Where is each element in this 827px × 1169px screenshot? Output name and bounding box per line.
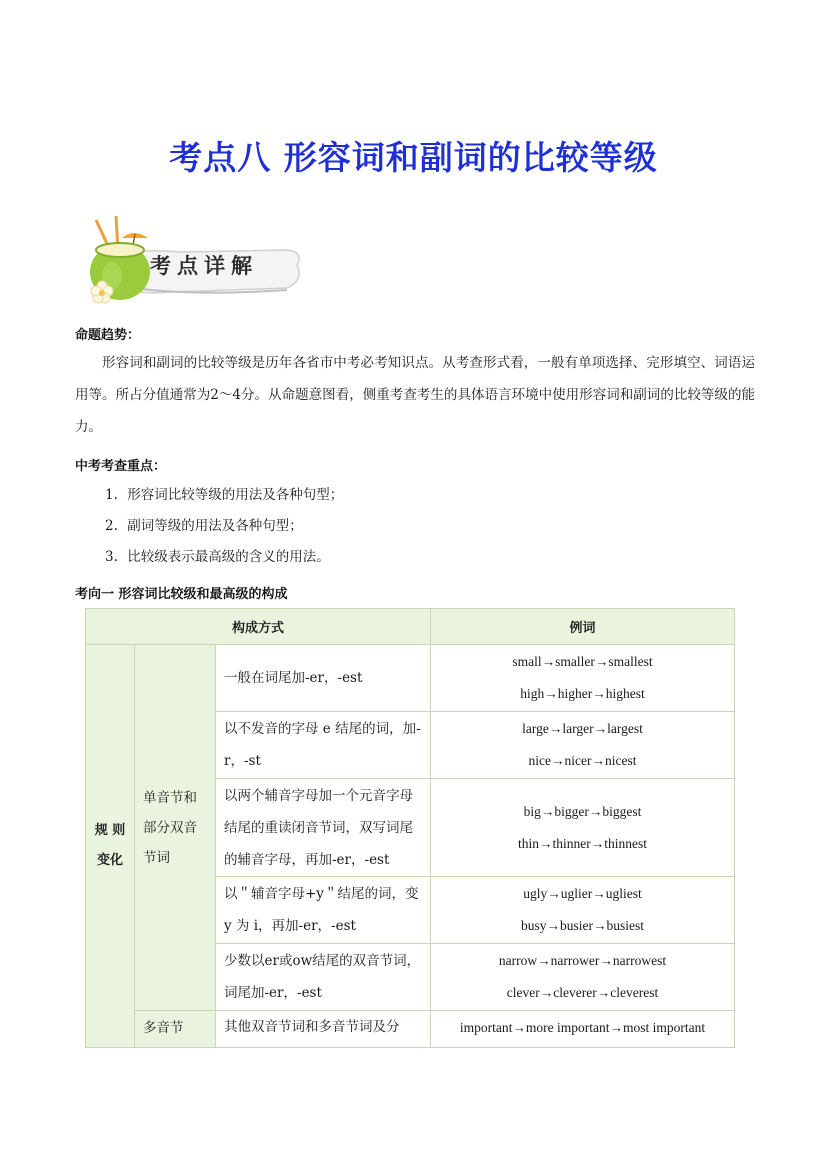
example-cell: large→larger→largest nice→nicer→nicest	[431, 712, 735, 779]
list-item: 3. 比较级表示最高级的含义的用法。	[105, 549, 330, 565]
section-heading: 考向一 形容词比较级和最高级的构成	[75, 587, 288, 602]
example-cell: small→smaller→smallest high→higher→highest	[431, 645, 735, 712]
table-header-row	[86, 609, 735, 645]
example-cell: big→bigger→biggest thin→thinner→thinnest	[431, 779, 735, 877]
banner-label: 考点详解	[150, 254, 258, 278]
rule-cell: 以＂辅音字母+y＂结尾的词，变 y 为 i，再加-er，-est	[216, 877, 431, 944]
sub-monosyllable: 单音节和部分双音节词	[135, 645, 216, 1011]
rule-cell: 以不发音的字母 e 结尾的词，加-r，-st	[216, 712, 431, 779]
group-regular: 规 则 变化	[86, 645, 135, 1048]
table-row	[86, 1011, 735, 1048]
list-item: 2. 副词等级的用法及各种句型；	[105, 518, 303, 534]
example-cell: narrow→narrower→narrowest clever→cleverer→cleverest	[431, 944, 735, 1011]
example-cell: ugly→uglier→ugliest busy→busier→busiest	[431, 877, 735, 944]
rule-cell: 少数以er或ow结尾的双音节词，词尾加-er，-est	[216, 944, 431, 1011]
rule-cell: 一般在词尾加-er，-est	[216, 645, 431, 712]
rule-cell: 其他双音节词和多音节词及分	[216, 1011, 431, 1048]
header-method: 构成方式	[86, 609, 431, 645]
list-item: 1. 形容词比较等级的用法及各种句型；	[105, 487, 344, 503]
sub-polysyllable: 多音节	[135, 1011, 216, 1048]
focus-heading: 中考考查重点：	[75, 459, 167, 474]
trend-paragraph: 形容词和副词的比较等级是历年各省市中考必考知识点。从考查形式看，一般有单项选择、完形填空、词语运用等。所占分值通常为2～4分。从命题意图看，侧重考查考生的具体语言环境中使用形容词和副词的比较等级的能力。	[75, 355, 755, 435]
table-row	[86, 645, 735, 712]
section-banner	[72, 210, 312, 310]
focus-list	[105, 480, 343, 573]
page-title: 考点八 形容词和副词的比较等级	[169, 138, 658, 177]
rule-cell: 以两个辅音字母加一个元音字母结尾的重读闭音节词，双写词尾的辅音字母，再加-er，-est	[216, 779, 431, 877]
example-cell: important→more important→most important	[431, 1011, 735, 1048]
trend-heading: 命题趋势：	[75, 328, 141, 343]
comparison-table	[85, 608, 735, 1048]
header-example: 例词	[431, 609, 735, 645]
